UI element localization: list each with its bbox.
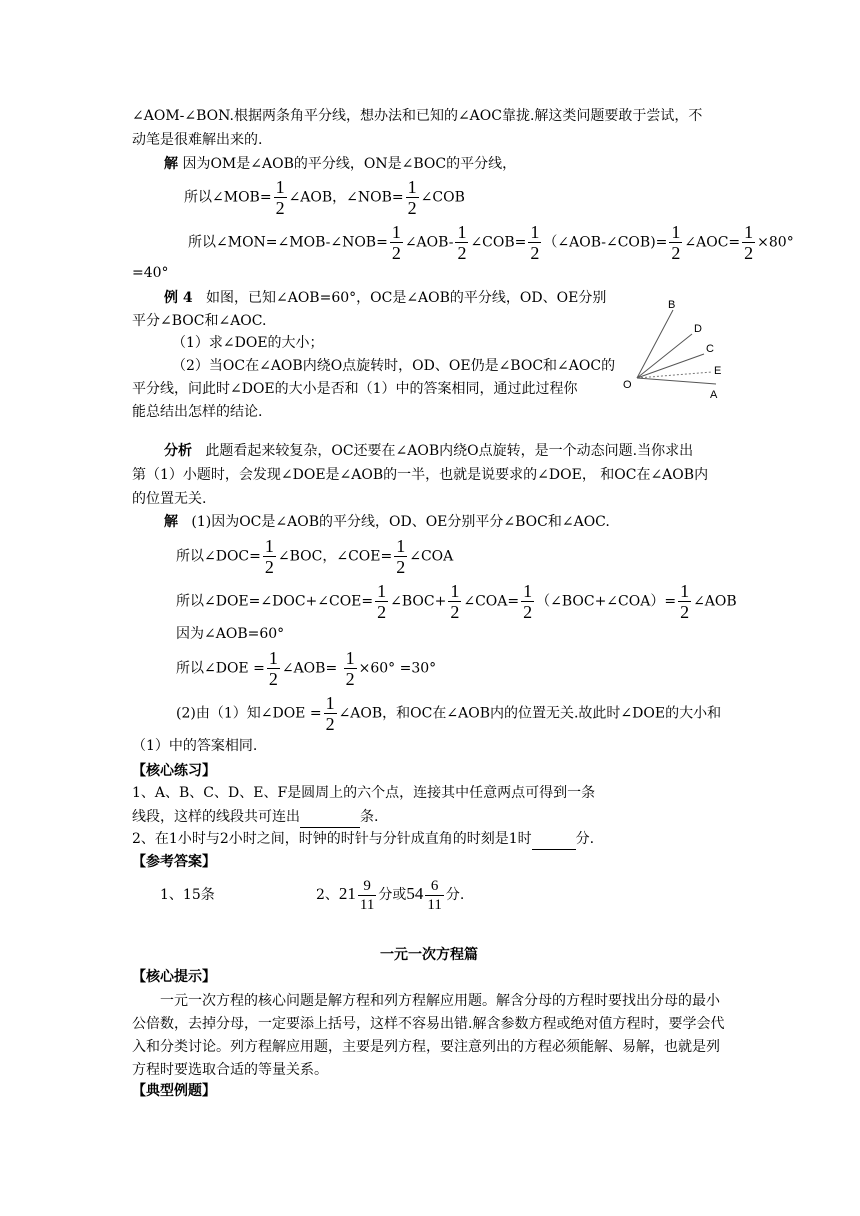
fraction-half: $\frac{1}{2}$ (268, 648, 278, 689)
fraction-half: $\frac{1}{2}$ (407, 177, 417, 218)
fraction-half: $\frac{1}{2}$ (377, 581, 387, 622)
tips-paragraph: 一元一次方程的核心问题是解方程和列方程解应用题。解含分母的方程时要找出分母的最小公倍数，去掉分母，一定要添上括号，这样不容易出错.解含参数方程或绝对值方程时，要学会代入和分类讨论。列方程解应用题，主要是列方程，要注意列出的方程必须能解、易解，也就是列方程时要选取合适的等量关系。 (132, 993, 725, 1078)
section-title: 一元一次方程篇 (380, 947, 478, 963)
fraction-9-11: $\frac{9}{11}$ (359, 877, 375, 913)
answer-2: 2、21 $\frac{9}{11}$ 分或54 $\frac{6}{11}$ 分. (316, 877, 465, 913)
fraction-half: $\frac{1}{2}$ (530, 222, 540, 263)
answer-1: 1、15条 (160, 887, 215, 903)
fraction-half: $\frac{1}{2}$ (680, 581, 690, 622)
solution-4-line-3: 所以∠DOE=∠DOC+∠COE= $\frac{1}{2}$ ∠BOC+ $\frac{1}{2}$ ∠COA= $\frac{1}{2}$ （∠BOC+∠COA）= $\frac{1}{2}$ ∠AOB (176, 581, 737, 622)
answers-header: 【参考答案】 (132, 854, 216, 870)
answer-blank-1 (300, 807, 360, 828)
label-a: A (710, 389, 718, 401)
answer-blank-2 (532, 829, 576, 850)
intro-line-1: ∠AOM-∠BON.根据两条角平分线，想办法和已知的∠AOC靠拢.解这类问题要敢于尝试，不 (132, 108, 703, 124)
angle-figure (620, 292, 730, 404)
practice-header: 【核心练习】 (132, 763, 216, 779)
ray-oc (637, 354, 704, 378)
fraction-half: $\frac{1}{2}$ (325, 693, 335, 734)
fraction-half: $\frac{1}{2}$ (450, 581, 460, 622)
solution-4-line-7: （1）中的答案相同. (132, 738, 258, 754)
label-c: C (706, 343, 714, 355)
solution-line-4: =40° (132, 265, 169, 281)
ray-oa (637, 378, 716, 384)
practice-q2: 2、在1小时与2小时之间，时钟的时针与分针成直角的时刻是1时 分. (132, 829, 594, 850)
practice-q1-line-1: 1、A、B、C、D、E、F是圆周上的六个点，连接其中任意两点可得到一条 (132, 785, 596, 801)
fraction-half: $\frac{1}{2}$ (391, 222, 401, 263)
fraction-half: $\frac{1}{2}$ (457, 222, 467, 263)
solution-4-line-5: 所以∠DOE = $\frac{1}{2}$ ∠AOB= $\frac{1}{2}$ ×60° =30° (176, 648, 437, 689)
example-4-question-2c: 能总结出怎样的结论. (132, 404, 263, 420)
label-d: D (694, 323, 702, 335)
ray-oe (637, 372, 712, 378)
analysis-line-2: 第（1）小题时，会发现∠DOE是∠AOB的一半，也就是说要求的∠DOE， 和OC在∠AOB内 (132, 467, 709, 483)
analysis-line-3: 的位置无关. (132, 491, 207, 507)
example-4-question-2b: 平分线，问此时∠DOE的大小是否和（1）中的答案相同，通过此过程你 (132, 381, 578, 397)
fraction-half: $\frac{1}{2}$ (275, 177, 285, 218)
fraction-half: $\frac{1}{2}$ (345, 648, 355, 689)
label-o: O (623, 379, 632, 391)
fraction-6-11: $\frac{6}{11}$ (427, 877, 442, 913)
solution-4-line-6: (2)由（1）知∠DOE = $\frac{1}{2}$ ∠AOB，和OC在∠AOB内的位置无关.故此时∠DOE的大小和 (176, 693, 722, 734)
fraction-half: $\frac{1}{2}$ (671, 222, 681, 263)
example-4-line-1: 例 4 如图，已知∠AOB=60°，OC是∠AOB的平分线，OD、OE分别 (164, 290, 607, 306)
solution-4-line-4: 因为∠AOB=60° (176, 626, 285, 642)
label-b: B (668, 299, 676, 311)
ray-ob (637, 310, 673, 378)
example-4-line-2: 平分∠BOC和∠AOC. (132, 313, 267, 329)
solution-line-1: 解 因为OM是∠AOB的平分线，ON是∠BOC的平分线， (164, 156, 517, 172)
solution-4-line-2: 所以∠DOC= $\frac{1}{2}$ ∠BOC，∠COE= $\frac{1}{2}$ ∠COA (176, 536, 454, 577)
fraction-half: $\frac{1}{2}$ (396, 536, 406, 577)
analysis-line-1: 分析 此题看起来较复杂，OC还要在∠AOB内绕O点旋转，是一个动态问题.当你求出 (164, 443, 694, 459)
tips-header: 【核心提示】 (132, 969, 216, 985)
fraction-half: $\frac{1}{2}$ (264, 536, 274, 577)
practice-q1-line-2: 线段，这样的线段共可连出 条. (132, 807, 378, 828)
examples-header: 【典型例题】 (132, 1083, 216, 1099)
example-4-question-1: （1）求∠DOE的大小； (172, 335, 324, 351)
example-4-label: 例 4 (164, 290, 193, 306)
fraction-half: $\frac{1}{2}$ (523, 581, 533, 622)
analysis-label: 分析 (164, 443, 192, 459)
solution-label: 解 (164, 156, 178, 172)
solution-4-label: 解 (164, 514, 178, 530)
solution-line-3: 所以∠MON=∠MOB-∠NOB= $\frac{1}{2}$ ∠AOB- $\frac{1}{2}$ ∠COB= $\frac{1}{2}$ （∠AOB-∠COB)= $\frac{1}{2}$ ∠AOC= $\frac{1}{2}$ ×80° (188, 222, 794, 263)
solution-line-2: 所以∠MOB= $\frac{1}{2}$ ∠AOB，∠NOB= $\frac{1}{2}$ ∠COB (184, 177, 465, 218)
ray-od (637, 334, 692, 378)
solution-4-line-1: 解 (1)因为OC是∠AOB的平分线，OD、OE分别平分∠BOC和∠AOC. (164, 514, 610, 530)
intro-line-2: 动笔是很难解出来的. (132, 132, 263, 148)
fraction-half: $\frac{1}{2}$ (744, 222, 754, 263)
label-e: E (714, 365, 722, 377)
example-4-question-2a: （2）当OC在∠AOB内绕O点旋转时，OD、OE仍是∠BOC和∠AOC的 (172, 358, 616, 374)
